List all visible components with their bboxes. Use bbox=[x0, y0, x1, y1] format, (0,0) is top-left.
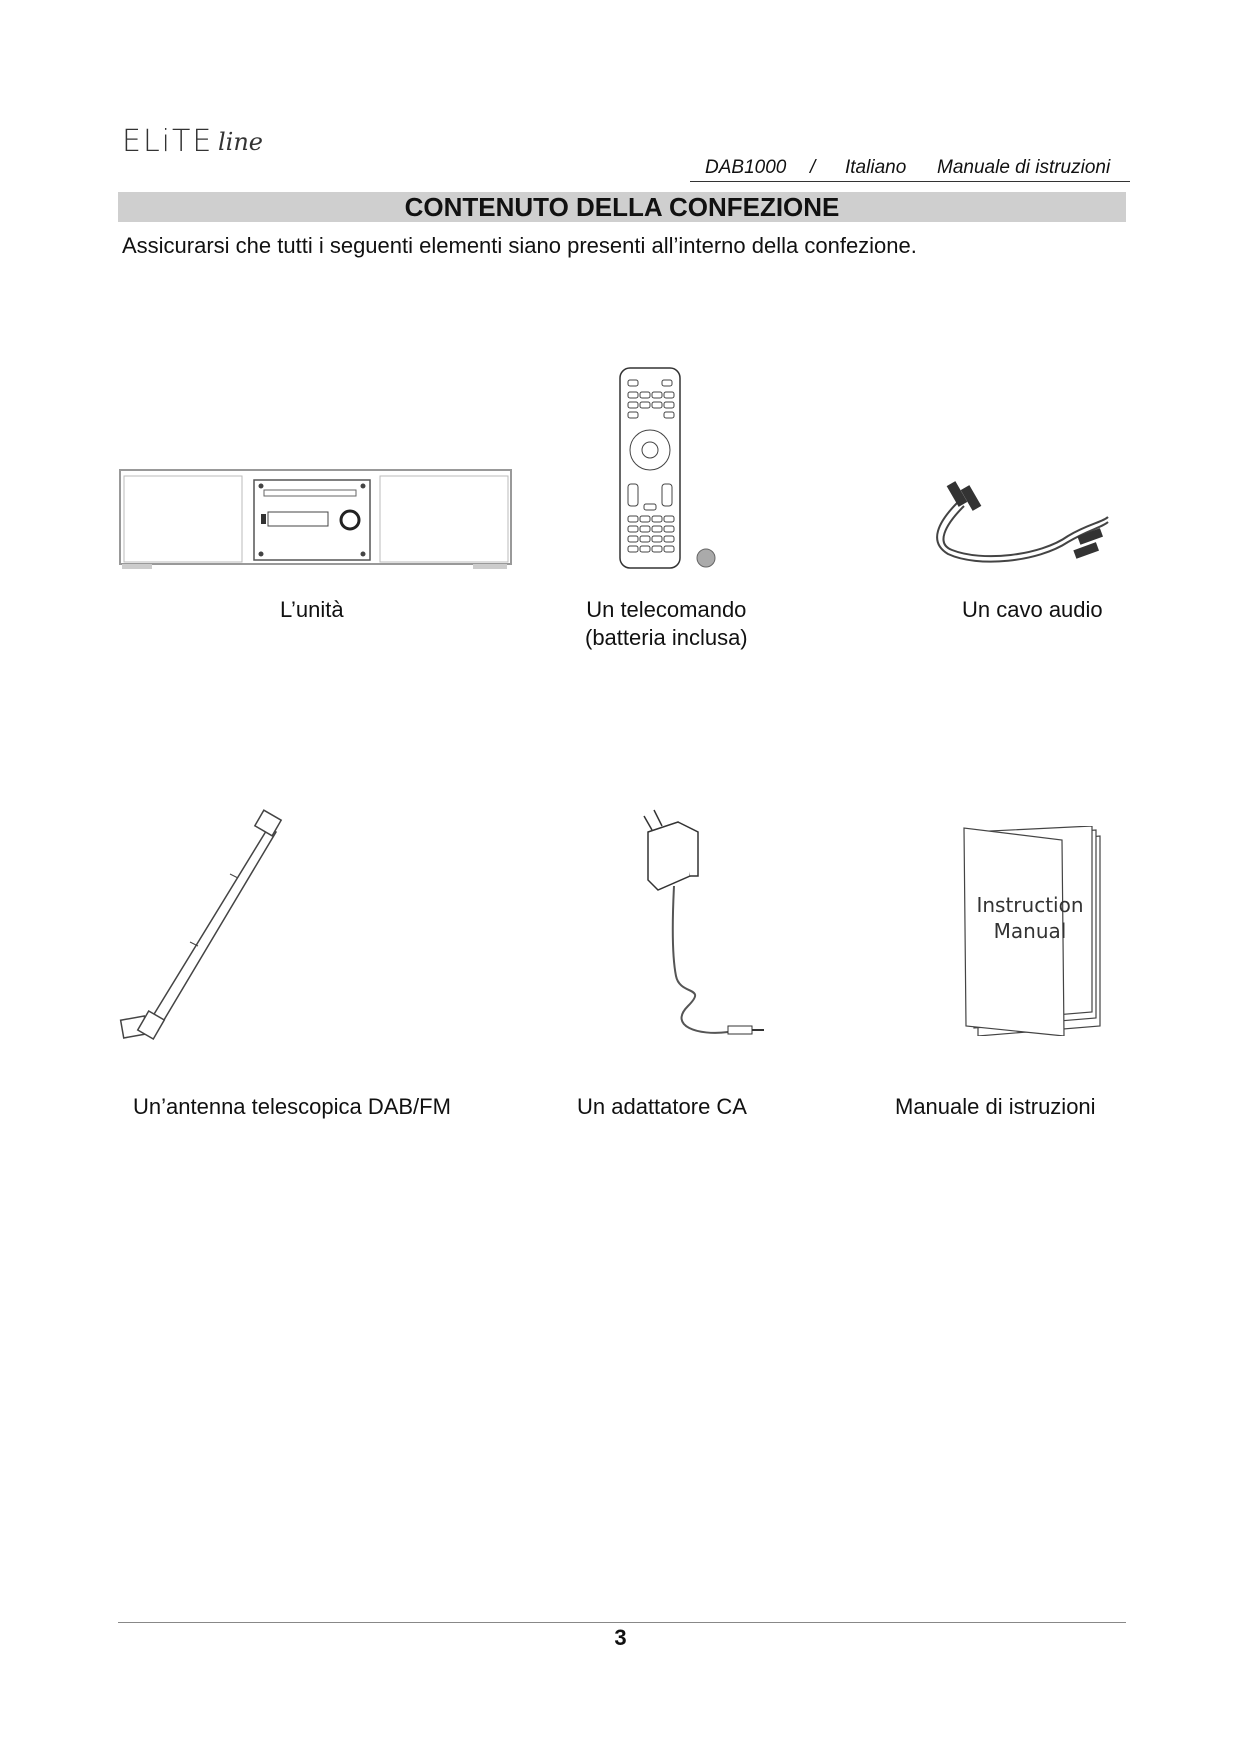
header-language: Italiano bbox=[845, 157, 907, 178]
section-title: CONTENUTO DELLA CONFEZIONE bbox=[118, 192, 1126, 222]
caption-manual: Manuale di istruzioni bbox=[895, 1094, 1096, 1119]
telescopic-antenna-illustration bbox=[118, 808, 298, 1058]
book-text-line1: Instruction bbox=[976, 893, 1084, 917]
caption-remote-line1: Un telecomando bbox=[586, 597, 747, 622]
caption-antenna: Un’antenna telescopica DAB/FM bbox=[133, 1094, 451, 1119]
remote-control-illustration bbox=[612, 362, 722, 574]
brand-logo bbox=[122, 124, 262, 168]
unit-illustration bbox=[118, 468, 513, 573]
instruction-manual-illustration bbox=[960, 826, 1110, 1036]
logo-main-text: ELiTE bbox=[122, 124, 214, 159]
header-separator: / bbox=[810, 157, 816, 178]
footer-divider bbox=[118, 1622, 1126, 1623]
logo-script-text: line bbox=[218, 128, 264, 156]
caption-remote bbox=[585, 597, 748, 651]
section-intro: Assicurarsi che tutti i seguenti elementi siano presenti all’interno della confezione. bbox=[122, 233, 917, 258]
page-number: 3 bbox=[614, 1625, 627, 1650]
book-text-line2: Manual bbox=[993, 919, 1067, 943]
caption-audio-cable: Un cavo audio bbox=[962, 597, 1103, 622]
document-header bbox=[690, 157, 1130, 182]
caption-unit: L’unità bbox=[280, 597, 344, 622]
audio-cable-illustration bbox=[928, 472, 1113, 577]
header-doc-type: Manuale di istruzioni bbox=[937, 157, 1111, 178]
caption-remote-line2: (batteria inclusa) bbox=[585, 625, 748, 650]
caption-ac-adapter: Un adattatore CA bbox=[577, 1094, 747, 1119]
header-model: DAB1000 bbox=[705, 157, 787, 178]
ac-adapter-illustration bbox=[628, 806, 778, 1046]
